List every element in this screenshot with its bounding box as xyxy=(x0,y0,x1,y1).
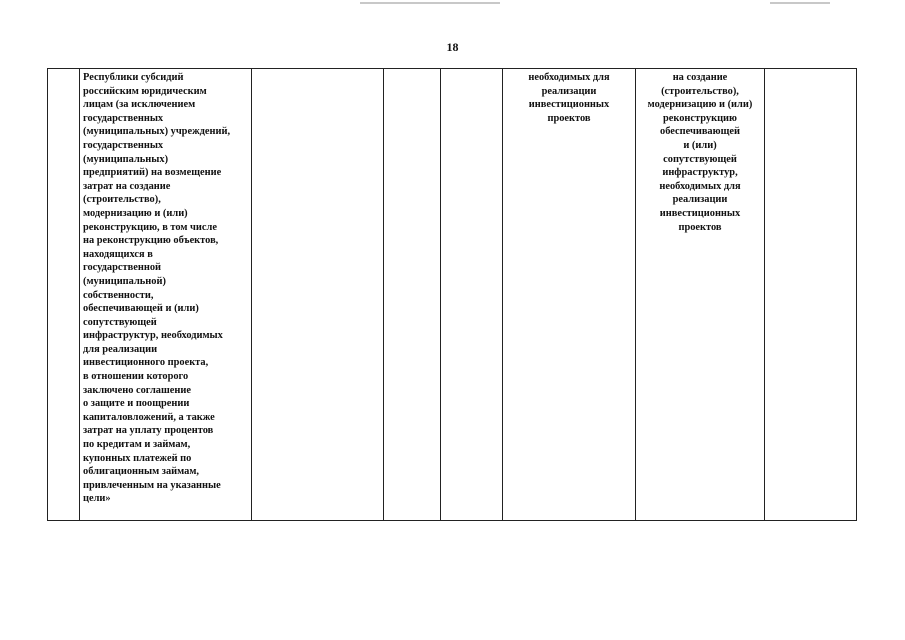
cell-result xyxy=(636,69,765,521)
cell-empty-5 xyxy=(441,69,503,521)
cell-description xyxy=(80,69,252,521)
text-line: предприятий) на возмещение xyxy=(83,167,222,179)
text-line: проектов xyxy=(547,112,591,124)
text-line: лицам (за исключением xyxy=(83,99,196,111)
text-line: реализации xyxy=(541,85,597,97)
text-line: в отношении которого xyxy=(83,371,189,383)
text-line: цели» xyxy=(83,493,111,505)
text-line: затрат на уплату процентов xyxy=(83,425,214,437)
description-text xyxy=(83,71,248,506)
text-line: облигационным займам, xyxy=(83,466,200,478)
text-line: инфраструктур, необходимых xyxy=(83,330,223,342)
text-line: (муниципальной) xyxy=(83,275,166,287)
table-row xyxy=(48,69,857,521)
text-line: инвестиционных xyxy=(659,207,741,219)
text-line: инвестиционных xyxy=(528,99,610,111)
text-line: реализации xyxy=(672,194,728,206)
text-line: государственной xyxy=(83,262,161,274)
cell-number xyxy=(48,69,80,521)
text-line: реконструкцию xyxy=(662,112,737,124)
text-line: обеспечивающей xyxy=(660,126,740,138)
text-line: проектов xyxy=(678,221,722,233)
text-line: российским юридическим xyxy=(83,85,207,97)
text-line: сопутствующей xyxy=(663,153,737,165)
text-line: государственных xyxy=(83,112,164,124)
text-line: (муниципальных) учреждений, xyxy=(83,126,231,138)
text-line: инвестиционного проекта, xyxy=(83,357,209,369)
result-text xyxy=(639,71,761,234)
document-table xyxy=(47,68,857,521)
text-line: о защите и поощрении xyxy=(83,398,190,410)
text-line: модернизацию и (или) xyxy=(647,99,753,111)
cell-empty-4 xyxy=(384,69,441,521)
text-line: (строительство), xyxy=(661,85,739,97)
text-line: Республики субсидий xyxy=(83,72,184,83)
text-line: капиталовложений, а также xyxy=(83,411,215,423)
cell-empty-3 xyxy=(252,69,384,521)
text-line: заключено соглашение xyxy=(83,384,191,396)
text-line: модернизацию и (или) xyxy=(83,207,188,219)
text-line: необходимых для xyxy=(528,72,610,83)
text-line: государственных xyxy=(83,139,164,151)
purpose-text xyxy=(506,71,632,125)
text-line: для реализации xyxy=(83,343,158,355)
text-line: затрат на создание xyxy=(83,180,171,192)
text-line: на реконструкцию объектов, xyxy=(83,235,219,247)
text-line: на создание xyxy=(672,72,728,83)
text-line: инфраструктур, xyxy=(662,167,738,179)
cell-purpose xyxy=(503,69,636,521)
text-line: обеспечивающей и (или) xyxy=(83,303,199,315)
scan-artifact-right xyxy=(770,2,830,4)
text-line: привлеченным на указанные xyxy=(83,479,221,491)
page-number: 18 xyxy=(446,40,459,54)
text-line: купонных платежей по xyxy=(83,452,192,464)
text-line: (строительство), xyxy=(83,194,161,206)
scan-artifact-left xyxy=(360,2,500,4)
text-line: собственности, xyxy=(83,289,154,301)
text-line: находящихся в xyxy=(83,248,153,260)
text-line: необходимых для xyxy=(659,180,741,192)
text-line: по кредитам и займам, xyxy=(83,439,191,451)
text-line: реконструкцию, в том числе xyxy=(83,221,217,233)
text-line: сопутствующей xyxy=(83,316,157,328)
text-line: (муниципальных) xyxy=(83,153,169,165)
text-line: и (или) xyxy=(683,139,717,151)
cell-empty-8 xyxy=(765,69,857,521)
